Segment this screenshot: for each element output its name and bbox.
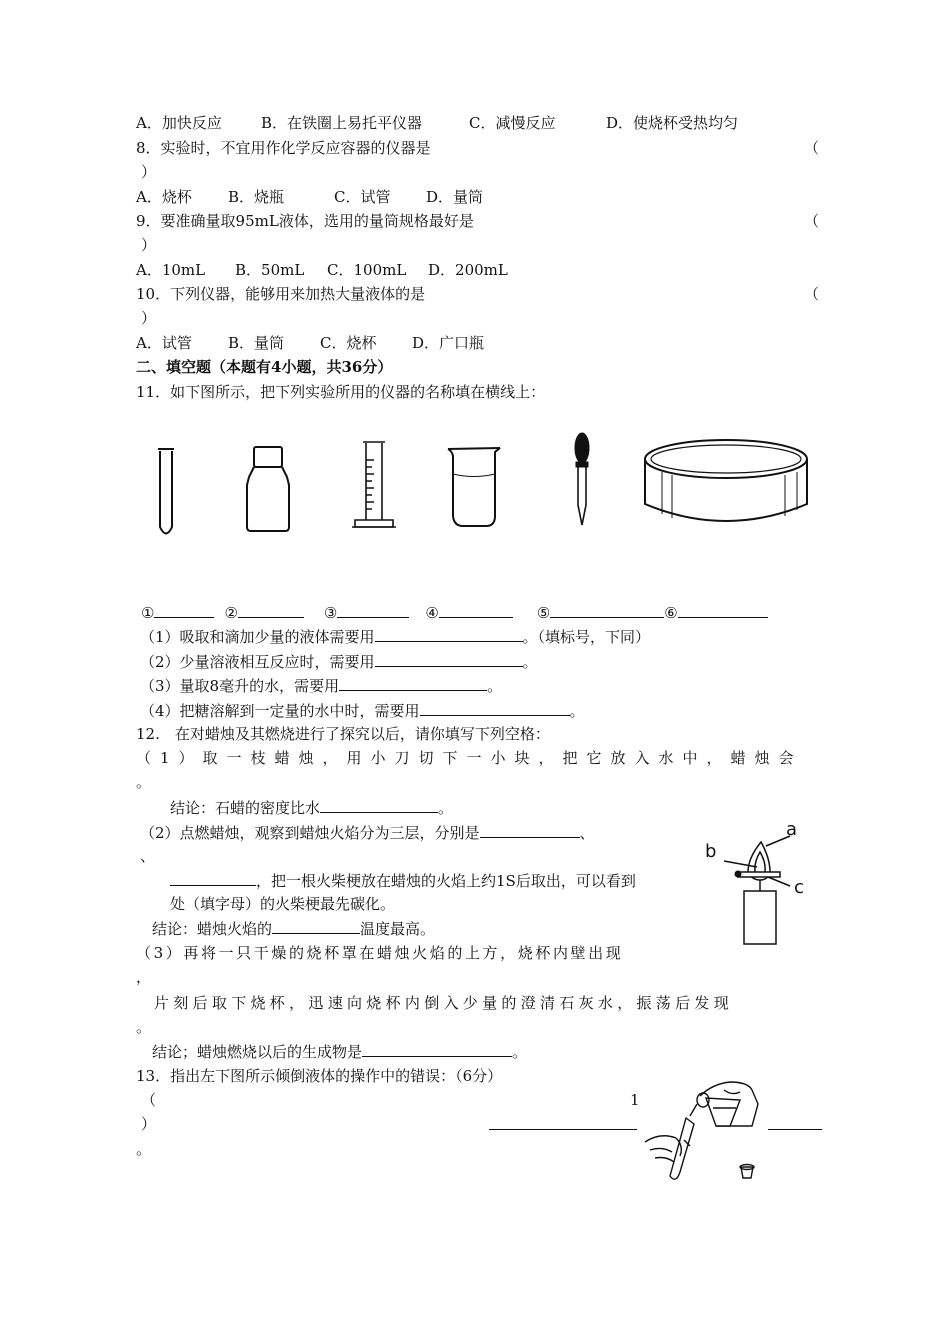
graduated-cylinder-image — [352, 442, 396, 527]
q12-p2: （2）点燃蜡烛，观察到蜡烛火焰分为三层，分别是 、 — [140, 824, 595, 842]
blank-error-1[interactable] — [489, 1114, 637, 1130]
blank-2[interactable] — [238, 602, 304, 618]
q13-stem: 13．指出左下图所示倾倒液体的操作中的错误：（6分） — [136, 1067, 503, 1085]
q12-p2-line2: ，把一根火柴梗放在蜡烛的火焰上约1S后取出，可以看到 — [170, 870, 636, 891]
blank-1[interactable] — [154, 602, 214, 618]
test-tube-image — [158, 449, 174, 534]
q10-paren-close: ） — [141, 309, 157, 327]
q13-number: 1 — [630, 1091, 640, 1109]
q12-p1-conclusion: 结论：石蜡的密度比水 。 — [170, 799, 454, 817]
q10-stem: 10．下列仪器，能够用来加热大量液体的是 — [136, 285, 426, 303]
blank-products[interactable] — [362, 1041, 512, 1057]
q13-end: 。 — [136, 1140, 152, 1158]
blank-flame-layer-3[interactable] — [170, 870, 256, 886]
q13-paren-open: （ — [141, 1091, 157, 1109]
option-c: C．减慢反应 — [469, 114, 556, 132]
label-2: ② — [224, 604, 238, 622]
dropper-image — [575, 433, 589, 525]
option-a: A．试管 — [136, 334, 192, 352]
wide-mouth-bottle-image — [247, 447, 289, 531]
label-1: ① — [141, 604, 155, 622]
q12-stem: 12. 在对蜡烛及其燃烧进行了探究以后，请你填写下列空格： — [136, 725, 550, 743]
q7-options — [136, 113, 738, 133]
label-5: ⑤ — [536, 604, 551, 622]
option-d: D．200mL — [428, 261, 508, 279]
q13-blank-line-right — [768, 1114, 822, 1135]
q11-sub1: （1）吸取和滴加少量的液体需要用 。（填标号，下同） — [140, 628, 651, 646]
q11-sub3: （3）量取8毫升的水，需要用 。 — [140, 677, 503, 695]
label-c: c — [794, 877, 804, 898]
option-d: D．使烧杯受热均匀 — [606, 114, 739, 132]
q11-sub2: （2）少量溶液相互反应时，需要用 。 — [140, 653, 538, 671]
q13-paren-close: ） — [141, 1115, 157, 1133]
label-4: ④ — [425, 604, 439, 622]
q12-p3-end: 。 — [136, 1018, 152, 1036]
q12-p2-conclusion: 结论：蜡烛火焰的 温度最高。 — [152, 920, 436, 938]
option-c: C．试管 — [334, 188, 391, 206]
option-d: D．广口瓶 — [412, 334, 485, 352]
option-b: B．在铁圈上易托平仪器 — [261, 114, 423, 132]
option-a: A．烧杯 — [136, 188, 192, 206]
q12-p3-conclusion: 结论；蜡烛燃烧以后的生成物是 。 — [152, 1043, 528, 1061]
option-c: C．100mL — [327, 261, 407, 279]
q9-options — [136, 260, 508, 280]
option-b: B．50mL — [235, 261, 305, 279]
q11-sub4: （4）把糖溶解到一定量的水中时，需要用 。 — [140, 702, 585, 720]
blank-flame-layer-1[interactable] — [480, 822, 580, 838]
q12-p1-end: 。 — [136, 773, 152, 791]
q12-p2-line3: 处（填字母）的火柴梗最先碳化。 — [170, 895, 396, 913]
blank-sub3[interactable] — [339, 675, 487, 691]
blank-sub2[interactable] — [375, 651, 523, 667]
q12-p1: （1）取一枝蜡烛，用小刀切下一小块，把它放入水中，蜡烛会 — [136, 749, 803, 767]
q9-paren-open: （ — [804, 212, 820, 230]
blank-density[interactable] — [320, 797, 438, 813]
q9-stem: 9．要准确量取95mL液体，选用的量筒规格最好是 — [136, 212, 474, 230]
blank-5[interactable] — [550, 602, 664, 618]
section-title: 二、填空题（本题有4小题，共36分） — [136, 358, 393, 376]
label-3: ③ — [323, 604, 338, 622]
q8-paren-close: ） — [141, 163, 157, 181]
q12-p3-comma: ， — [136, 968, 152, 986]
q12-p3: （3）再将一只干燥的烧杯罩在蜡烛火焰的上方，烧杯内壁出现 — [136, 944, 624, 962]
q10-options — [136, 333, 484, 353]
blank-flame-hottest[interactable] — [272, 918, 360, 934]
option-b: B．量筒 — [228, 334, 285, 352]
blank-4[interactable] — [439, 602, 513, 618]
option-c: C．烧杯 — [320, 334, 377, 352]
label-b: b — [705, 841, 717, 862]
beaker-image — [448, 448, 500, 526]
blank-sub1[interactable] — [375, 626, 523, 642]
blank-6[interactable] — [678, 602, 768, 618]
q8-stem: 8．实验时，不宜用作化学反应容器的仪器是 — [136, 139, 431, 157]
q8-options — [136, 187, 483, 207]
blank-sub4[interactable] — [420, 700, 570, 716]
option-b: B．烧瓶 — [228, 188, 285, 206]
option-d: D．量筒 — [426, 188, 484, 206]
option-a: A．加快反应 — [136, 114, 222, 132]
q12-p2-dun: 、 — [140, 847, 156, 865]
q8-paren-open: （ — [804, 139, 820, 157]
label-6: ⑥ — [664, 604, 678, 622]
q9-paren-close: ） — [141, 236, 157, 254]
q11-label-row — [141, 602, 768, 623]
q13-blank-line — [489, 1114, 637, 1135]
q12-p3-line2: 片刻后取下烧杯，迅速向烧杯内倒入少量的澄清石灰水，振荡后发现 — [154, 994, 734, 1012]
label-a: a — [786, 819, 798, 840]
q11-stem: 11．如下图所示，把下列实验所用的仪器的名称填在横线上： — [136, 383, 546, 401]
crystallizing-dish-image — [645, 440, 807, 521]
option-a: A．10mL — [136, 261, 206, 279]
blank-error-2[interactable] — [768, 1114, 822, 1130]
blank-3[interactable] — [337, 602, 409, 618]
q10-paren-open: （ — [804, 285, 820, 303]
